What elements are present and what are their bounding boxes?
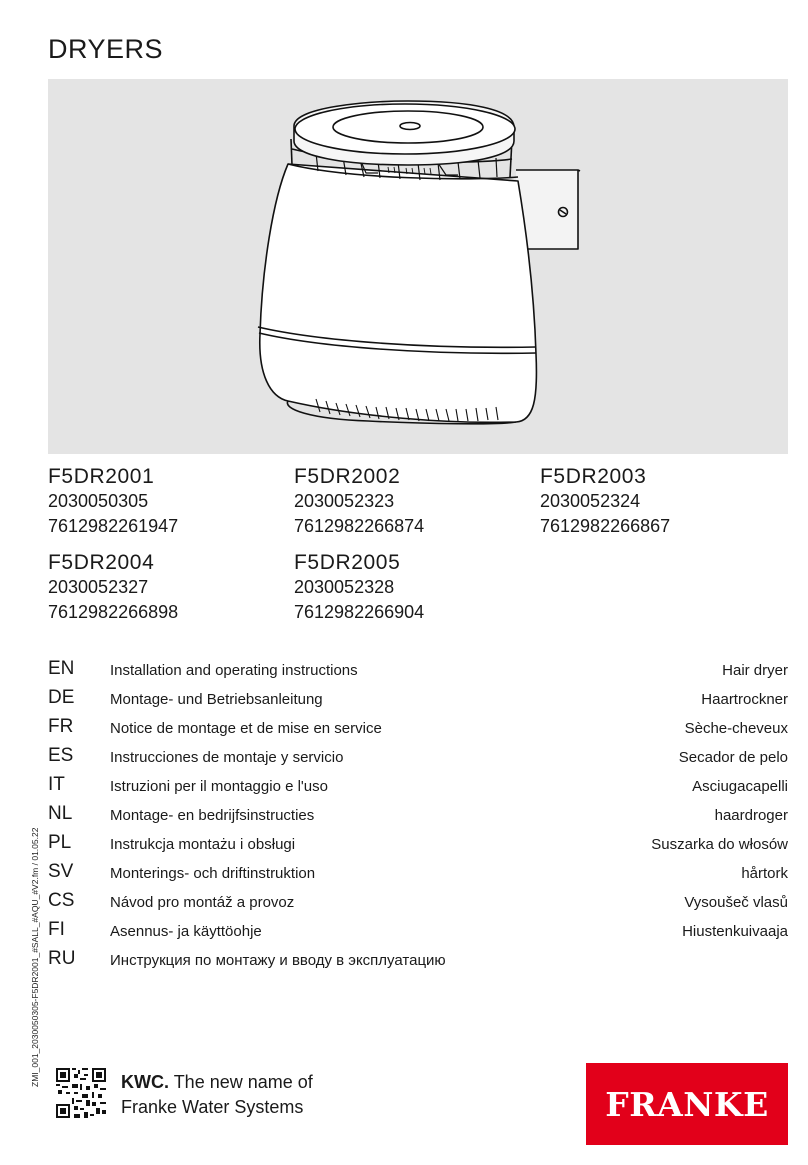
language-description: Montage- en bedrijfsinstructies [110,807,315,824]
language-description: Инструкция по монтажу и вводу в эксплуатацию [110,952,446,969]
language-product-name: Suszarka do włosów [651,836,788,853]
language-code: EN [48,658,75,679]
product-model: F5DR2004 [48,551,155,574]
language-code: IT [48,774,65,795]
product-ean: 7612982261947 [48,516,179,536]
language-product-name: Asciugacapelli [692,778,788,795]
language-description: Asennus- ja käyttöohje [110,923,262,940]
kwc-brand: KWC. [121,1072,169,1092]
kwc-tagline [121,1070,313,1120]
product-model: F5DR2003 [540,465,647,488]
product-article-number: 2030052327 [48,577,149,597]
product-model: F5DR2002 [294,465,401,488]
product-article-number: 2030052324 [540,491,641,511]
language-description: Instrukcja montażu i obsługi [110,836,296,853]
language-description: Notice de montage et de mise en service [110,720,382,737]
language-description: Montage- und Betriebsanleitung [110,691,323,708]
product-model: F5DR2001 [48,465,155,488]
franke-logo [586,1063,788,1145]
language-product-name: haardroger [714,807,788,824]
language-product-name: hårtork [741,865,788,882]
document-reference: ZMI_001_2030050305-F5DR2001_#SALL_#AQU_#V2.fm / 01.05.22 [30,827,40,1087]
language-code: RU [48,948,76,969]
language-row [48,745,788,774]
product-ean: 7612982266898 [48,602,179,622]
language-row [48,716,788,745]
language-code: CS [48,890,75,911]
language-code: PL [48,832,72,853]
product-model: F5DR2005 [294,551,401,574]
language-description: Istruzioni per il montaggio e l'uso [110,778,328,795]
language-row [48,774,788,803]
kwc-tagline-line-1: The new name of [173,1072,313,1092]
kwc-tagline-line-2: Franke Water Systems [121,1097,304,1117]
product-entry [540,465,670,539]
product-ean: 7612982266904 [294,602,425,622]
product-list [48,465,788,635]
language-code: NL [48,803,73,824]
language-description: Monterings- och driftinstruktion [110,865,316,882]
language-description: Installation and operating instructions [110,662,358,679]
language-product-name: Vysoušeč vlasů [684,894,788,911]
product-article-number: 2030052328 [294,577,395,597]
language-row [48,803,788,832]
product-illustration [48,79,788,454]
language-description: Instrucciones de montaje y servicio [110,749,344,766]
product-entry [294,551,424,625]
language-code: SV [48,861,74,882]
language-row [48,919,788,948]
language-row [48,890,788,919]
product-ean: 7612982266874 [294,516,425,536]
document-title: DRYERS [48,34,164,64]
language-description: Návod pro montáž a provoz [110,894,295,911]
language-product-name: Secador de pelo [678,749,788,766]
product-entry [294,465,424,539]
language-row [48,658,788,687]
product-ean: 7612982266867 [540,516,671,536]
language-code: ES [48,745,74,766]
franke-logo-text: FRANKE [605,1084,769,1124]
product-article-number: 2030052323 [294,491,395,511]
product-entry [48,465,178,539]
language-row [48,687,788,716]
language-row [48,832,788,861]
language-code: FI [48,919,65,940]
product-article-number: 2030050305 [48,491,149,511]
language-code: FR [48,716,74,737]
language-product-name: Haartrockner [701,691,788,708]
product-entry [48,551,178,625]
qr-code-icon [56,1068,106,1118]
language-product-name: Hair dryer [722,662,788,679]
language-product-name: Hiustenkuivaaja [682,923,788,940]
language-product-name: Sèche-cheveux [684,720,788,737]
language-row [48,861,788,890]
hair-dryer-drawing [48,79,788,454]
language-row [48,948,788,977]
language-code: DE [48,687,75,708]
